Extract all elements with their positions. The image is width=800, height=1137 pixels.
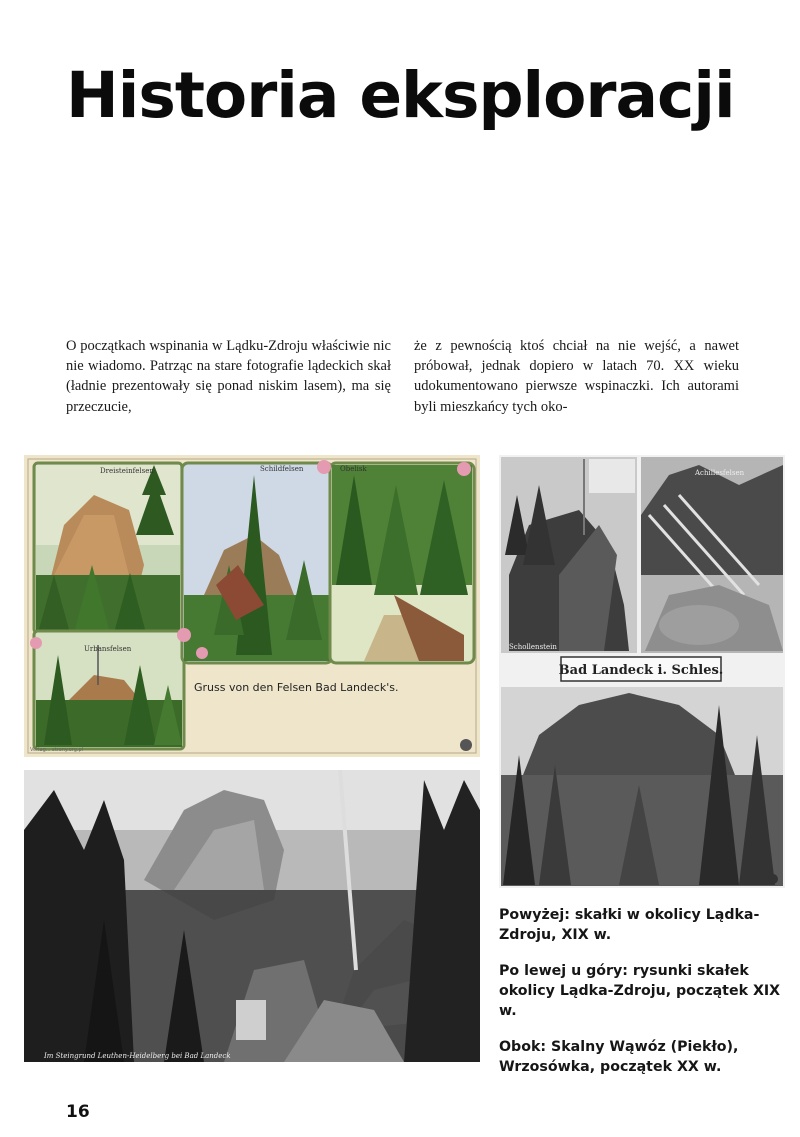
postcard-greeting: Gruss von den Felsen Bad Landeck's. bbox=[194, 681, 399, 694]
postcard-bw-image bbox=[499, 455, 785, 888]
page-title: Historia eksploracji bbox=[66, 59, 735, 132]
postcard-bw-banner: Bad Landeck i. Schles. bbox=[558, 663, 724, 678]
caption-top-left: Po lewej u góry: rysunki skałek okolicy Lądka-Zdroju, początek XIX w. bbox=[499, 963, 781, 1019]
postcard-label-bottom-left: Urbansfelsen bbox=[84, 645, 132, 653]
postcard-label-top-middle: Schildfelsen bbox=[260, 465, 304, 473]
page-number: 16 bbox=[66, 1102, 90, 1122]
postcard-bw-label-right: Achillesfelsen bbox=[695, 469, 745, 477]
postcard-label-top-right: Obelisk bbox=[340, 465, 367, 473]
caption-above: Powyżej: skałki w okolicy Lądka-Zdroju, XIX w. bbox=[499, 907, 760, 943]
body-text-left-column: O początkach wspinania w Lądku-Zdroju właściwie nic nie wiadomo. Patrząc na stare fotografie lądeckich skał (ładnie prezentowały się ponad niskim lasem), ma się przeczucie, bbox=[66, 338, 391, 415]
body-text-right-column: że z pewnością ktoś chciał na nie wejść, a nawet próbował, jednak dopiero w latach 70. XX wieku udokumentowano pierwsze wspinaczki. Ich autorami byli mieszkańcy tych oko- bbox=[414, 338, 739, 415]
postcard-color-image bbox=[24, 455, 480, 757]
postcard-bw-label-left: Schollenstein bbox=[509, 643, 557, 651]
postcard-label-top-left: Dreisteinfelsen bbox=[100, 467, 154, 475]
ravine-photo-caption: Im Steingrund Leuthen-Heidelberg bei Bad Landeck bbox=[44, 1052, 231, 1060]
figure-captions bbox=[499, 905, 789, 1093]
postcard-publisher: Verlag... strony.org.pl bbox=[30, 747, 84, 753]
ravine-bw-photo bbox=[24, 770, 480, 1062]
caption-beside: Obok: Skalny Wąwóz (Piekło), Wrzosówka, początek XX w. bbox=[499, 1039, 739, 1075]
